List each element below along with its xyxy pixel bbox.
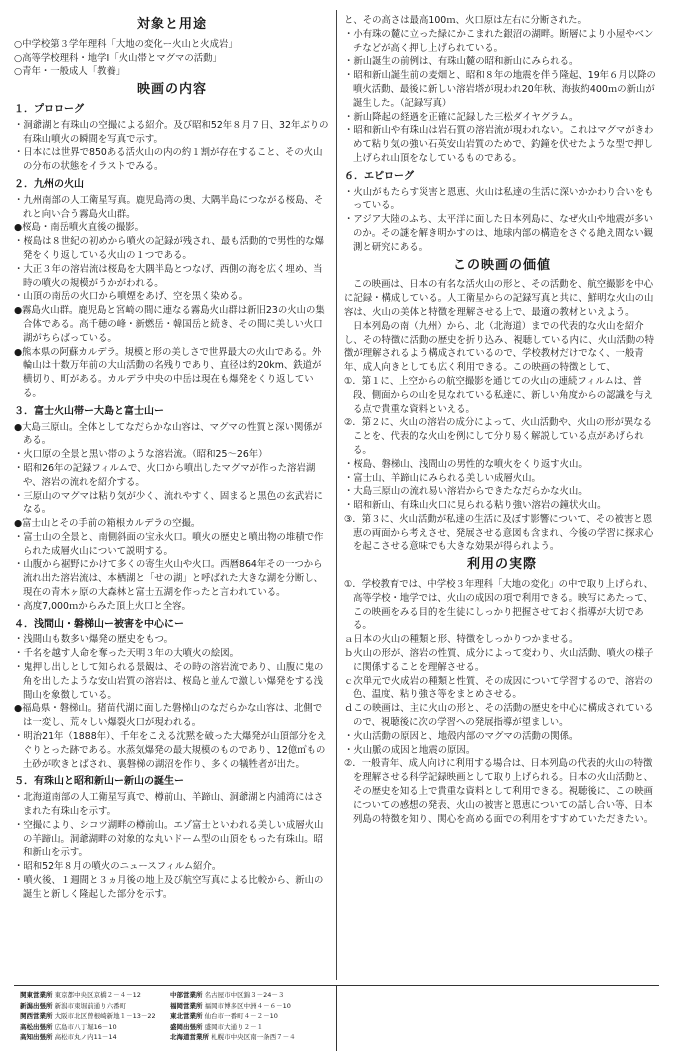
list-item: ・火口原の全景と黒い帯のような溶岩流。（昭和25～26年） (14, 449, 268, 461)
list-item: ・大島三原山の流れ易い溶岩からできたなだらかな火山。 (344, 486, 588, 498)
footer-divider (336, 985, 337, 1051)
usage-title: 利用の実際 (466, 557, 537, 573)
list-item: ②．第２に、火山の溶岩の成分によって、火山活動や、火山の形が異なることを、代表的な火山を例にして分り易く解説している点があげられる。 (344, 417, 653, 456)
value-title: この映画の価値 (452, 257, 551, 273)
list-item: ●霧島火山群。鹿児島と宮崎の間に連なる霧島火山群は新旧23の火山の集合体である。高千穂の峰・新燃岳・韓国岳と続き、その間に美しい火口湖がちらばっている。 (14, 305, 325, 344)
right-column (344, 14, 660, 826)
section-heading: ３．富士火山帯ー大島と富士山ー (14, 405, 164, 417)
list-item: ・新山誕生の前例は、有珠山麓の昭和新山にみられる。 (344, 56, 579, 68)
list-item: ・昭和新山や有珠山は岩石質の溶岩流が現われない。これはマグマがきわめて粘り気の強い石英安山岩質のためで、釣鐘を伏せたような型で押し上げられ山頂をなしているものである。 (344, 125, 654, 164)
list-item: ・火山がもたらす災害と恩恵、火山は私達の生活に深いかかわり合いをもっている。 (344, 186, 654, 212)
target-list (14, 38, 330, 79)
list-item: ●富士山とその手前の箱根カルデラの空撮。 (14, 518, 201, 530)
target-item: ○青年・一般成人「教養」 (14, 66, 126, 78)
list-item: ・昭和26年の記録フィルムで、火口から噴出したマグマが作った溶岩湖や、溶岩の流れを紹介する。 (14, 462, 316, 488)
office-address: 高松市丸ノ内11－14 (54, 1033, 117, 1042)
list-item: ・明治21年（1888年）、千年をこえる沈黙を破った大爆発が山頂部分をえぐりとった跡である。水蒸気爆発の最大規模のものであり、12億㎥もの土砂が吹きとばされ、裏磐梯の湖沼を作り、多くの犠牲者が出た。 (14, 731, 327, 770)
target-title: 対象と用途 (136, 17, 207, 32)
office-address: 盛岡市大通り２－１ (204, 1022, 264, 1031)
list-item: ●大島三原山。全体としてなだらかな山容は、マグマの性質と深い関係がある。 (14, 421, 323, 447)
office-row (20, 1001, 330, 1012)
list-item: ①．学校教育では、中学校３年理科「大地の変化」の中で取り上げられ、高等学校・地学では、火山の成因の項で利用できる。映写にあたって、この映画をみる目的を生徒にしっかり把握させておく指導が大切である。 (344, 579, 653, 632)
list-item: ・新山降起の経過を正確に記録した三松ダイヤグラム。 (344, 111, 579, 123)
list-item: ・噴火後、１週間と３ヵ月後の地上及び航空写真による比較から、新山の誕生と新しく隆起した部分を示す。 (14, 875, 324, 900)
list-item: ａ日本の火山の種類と形、特徴をしっかりつかませる。 (344, 634, 579, 646)
list-item: ・三原山のマグマは粘り気が少く、流れやすく、固まると黒色の玄武岩になる。 (14, 490, 324, 516)
office-address: 札幌市中央区南一条西７－４ (211, 1033, 296, 1042)
list-item: ●桜島・南岳噴火直後の撮影。 (14, 222, 145, 234)
list-item: ・アジア大陸のふち、太平洋に面した日本列島に、なぜ火山や地震が多いのか。その謎を解き明かすのは、地球内部の構造をさぐる絶え間ない観測と研究にある。 (344, 214, 654, 253)
office-name: 高知出張所 (20, 1033, 53, 1042)
office-name: 東北営業所 (170, 1012, 203, 1021)
list-item: ・高度7,000ｍからみた頂上火口と全容。 (14, 600, 191, 612)
list-item: ・小有珠の麓に立った緑にかこまれた銀沼の湖畔。断層により小屋やベンチなどが高く押し上げられている。 (344, 28, 654, 54)
office-name: 関西営業所 (20, 1012, 53, 1021)
left-column (14, 14, 330, 902)
office-row (20, 1022, 330, 1033)
list-item: ・洞爺湖と有珠山の空撮による紹介。及び昭和52年８月７日、32年ぶりの有珠山噴火の瞬間を写真で示す。 (14, 119, 329, 145)
list-item: ｂ火山の形が、溶岩の性質、成分によって変わり、火山活動、噴火の様子に関係することを理解させる。 (344, 648, 654, 673)
office-row (20, 1011, 330, 1022)
list-item: ・山頂の南岳の火口から噴煙をあげ、空を黒く染める。 (14, 291, 249, 303)
list-item: ｄこの映画は、主に火山の形と、その活動の歴史を中心に構成されているので、視聴後に次の学習への発展指導が望ましい。 (344, 703, 654, 729)
section-heading: ５．有珠山と昭和新山ー新山の誕生ー (14, 776, 184, 788)
list-item: ｃ次単元で火成岩の種類と性質、その成因について学習するので、溶岩の色、温度、粘り強さ等をまとめさせる。 (344, 675, 654, 701)
office-name: 福岡営業所 (170, 1001, 203, 1010)
list-item: と、その高さは最高100ｍ、火口原は左右に分断された。 (344, 15, 587, 26)
section-heading: ２．九州の火山 (14, 178, 84, 190)
list-item: ・昭和52年８月の噴火のニュースフィルム紹介。 (14, 861, 222, 873)
office-name: 関東営業所 (20, 991, 53, 999)
list-item: ・千名を越す人命を奪った天明３年の大噴火の絵図。 (14, 648, 240, 660)
list-item: ③．第３に、火山活動が私達の生活に及ぼす影響について、その被害と恩恵の両面から考えさせ、発展させる意図も含まれ、今後の学習に探求心を起こさせる意味でも大きな効果が得られよう。 (344, 513, 654, 553)
office-address: 新潟市東堀前通り六番町 (54, 1001, 127, 1010)
office-row (20, 990, 330, 1001)
office-address: 名古屋市中区錦３－24－３ (204, 991, 285, 999)
list-item: ・桜島、磐梯山、浅間山の男性的な噴火をくり返す火山。 (344, 458, 588, 470)
paragraph: この映画は、日本の有名な活火山の形と、その活動を、航空撮影を中心に記録・構成している。人工衛星からの記録写真と共に、鮮明な火山の山容は、火山の美体と特徴を理解させる上で、最適の教材といえよう。 (344, 279, 654, 318)
list-item: ・火山活動の原因と、地殻内部のマグマの活動の関係。 (344, 730, 579, 742)
section-heading: ４．浅間山・磐梯山ー被害を中心にー (14, 618, 184, 630)
office-list (20, 990, 330, 1043)
list-item: ・山腹から裾野にかけて多くの寄生火山や火口。西暦864年その一つから流れ出た溶岩流は、本栖湖と「せの湖」と呼ばれた大きな湖を分断し、現在の青木ヶ原の大森林と富士五湖を作ったと言われている。 (14, 559, 324, 599)
list-item: ・昭和新山、有珠山火口に見られる粘り強い溶岩の鐘状火山。 (344, 500, 607, 512)
list-item: ②．一般青年、成人向けに利用する場合は、日本列島の代表的火山の特徴を理解させる科学記録映画として取り上げられる。日本の火山活動と、その歴史を知る上で貴重な資料として利用できる。視聴後に、この映画についての感想の発表、火山の被害と恩恵についての話し合い等、日本列島の特徴を知り、関心を高める面での利用をすすめていただきたい。 (344, 758, 654, 825)
content-title: 映画の内容 (136, 82, 207, 98)
list-item: ・空撮により、シコツ湖畔の樽前山。エゾ富士といわれる美しい成層火山の羊蹄山。洞爺湖畔の対象的な丸いドーム型の山頂をもった有珠山。昭和新山を示す。 (14, 819, 324, 859)
office-name: 盛岡出張所 (170, 1022, 203, 1031)
office-address: 大阪市北区曽根崎新地１－13－22 (54, 1012, 156, 1021)
office-name: 北海道営業所 (170, 1033, 209, 1042)
office-row (20, 1032, 330, 1043)
list-item: ・富士山の全景と、南側斜面の宝永火口。噴火の歴史と噴出物の堆積で作られた成層火山について説明する。 (14, 531, 324, 557)
list-item: ・昭和新山誕生前の麦畑と、昭和８年の地震を伴う隆起、19年６月以降の噴火活動、最後に新しい溶岩塔が現われ20年秋、海抜約400ｍの新山が誕生した。（記録写真） (344, 70, 656, 109)
office-name: 中部営業所 (170, 991, 203, 999)
list-item: ・日本には世界で850ある活火山の内の約１割が存在すること、その火山の分布の状態をイラストでみる。 (14, 147, 323, 173)
section-heading: ６．エピローグ (344, 170, 414, 182)
office-address: 福岡市博多区中洲４－６－10 (204, 1001, 291, 1010)
list-item: ●熊本県の阿蘇カルデラ。規模と形の美しさで世界最大の火山である。外輪山は十数万年前の大山活動の名残りであり、直径は約20km、鉄道が横切り、町がある。カルデラ中央の中岳は現在も爆発をくり返している。 (14, 346, 322, 399)
paragraph: 日本列島の南（九州）から、北（北海道）までの代表的な火山を紹介し、その特徴に活動の歴史を折り込み、視聴している内に、火山活動の特徴が理解されるよう構成されているので、学校教材だけでなく、一般青年、成人向きとしても広く利用できる。この映画の特徴として、 (344, 320, 654, 374)
column-divider (336, 10, 337, 980)
list-item: ●福島県・磐梯山。猪苗代湖に面した磐梯山のなだらかな山容は、北側では一変し、荒々しい爆裂火口が現われる。 (14, 703, 323, 729)
office-address: 東京都中央区京橋２－４－12 (54, 991, 141, 999)
list-item: ・火山脈の成因と地震の原因。 (344, 744, 476, 756)
office-address: 広島市八丁堀16－10 (54, 1022, 117, 1031)
list-item: ・九州南部の人工衛星写真。鹿児島湾の奥、大隅半島につながる桜島、それと向い合う霧島火山群。 (14, 194, 324, 220)
list-item: ・桜島は８世紀の初めから噴火の記録が残され、最も活動的で男性的な爆発をくり返している火山の１つである。 (14, 236, 324, 261)
office-name: 新潟出張所 (20, 1001, 53, 1010)
list-item: ・北海道南部の人工衛星写真で、樽前山、羊蹄山、洞爺湖と内浦湾にはさまれた有珠山を示す。 (14, 792, 324, 818)
list-item: ・大正３年の溶岩流は桜島を大隅半島とつなげ、西側の海を広く埋め、当時の噴火の規模がうかがわれる。 (14, 263, 323, 289)
list-item: ・浅間山も数多い爆発の歴史をもつ。 (14, 634, 174, 646)
footer (0, 985, 673, 1051)
office-address: 仙台市一番町４－２－10 (204, 1012, 278, 1021)
section-heading: １．プロローグ (14, 103, 84, 115)
office-name: 高松出張所 (20, 1022, 53, 1031)
list-item: ①．第１に、上空からの航空撮影を通じての火山の連続フィルムは、普段、側面からの山を見なれている私達に、新しい角度からの認識を与える点で貴重な資料といえる。 (344, 375, 654, 415)
target-item: ○高等学校理科・地学Ⅰ「火山帯とマグマの活動」 (14, 52, 222, 64)
list-item: ・鬼押し出しとして知られる景観は、その時の溶岩流であり、山腹に鬼の角を出したような安山岩質の溶岩は、桜島と並んで激しい爆発をする浅間山を象徴している。 (14, 662, 324, 701)
list-item: ・富士山、羊蹄山にみられる美しい成層火山。 (344, 472, 541, 484)
target-item: ○中学校第３学年理科「大地の変化ー火山と火成岩」 (14, 38, 238, 50)
